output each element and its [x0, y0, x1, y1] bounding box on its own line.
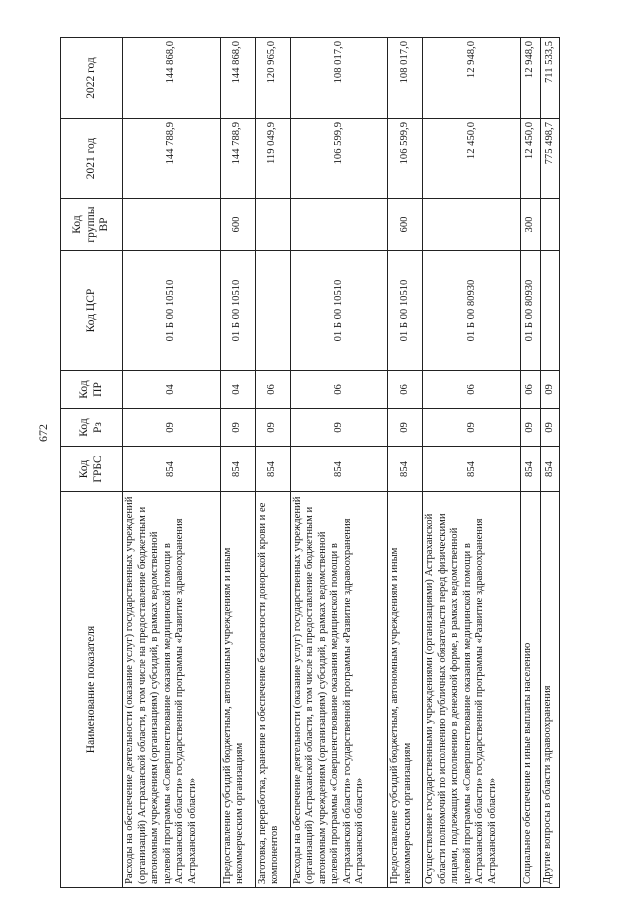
row-pr: 06: [290, 371, 388, 409]
row-vr: 300: [521, 199, 540, 251]
row-csr: [255, 251, 290, 371]
row-rz: 09: [423, 409, 521, 447]
budget-table-rotated: [60, 38, 560, 888]
row-rz: 09: [290, 409, 388, 447]
page-number: 672: [36, 424, 50, 442]
row-vr: [255, 199, 290, 251]
header-name: Наименование показателя: [61, 492, 123, 888]
row-name: Социальное обеспечение и иные выплаты населению: [521, 492, 540, 888]
row-2021: 144 788,9: [220, 119, 255, 199]
row-rz: 09: [123, 409, 221, 447]
row-csr: 01 Б 00 10510: [123, 251, 221, 371]
row-csr: 01 Б 00 80930: [521, 251, 540, 371]
row-2021: 119 049,9: [255, 119, 290, 199]
row-2021: 12 450,0: [423, 119, 521, 199]
row-grbs: 854: [423, 447, 521, 492]
row-grbs: 854: [123, 447, 221, 492]
row-rz: 09: [388, 409, 423, 447]
row-2022: 144 868,0: [220, 38, 255, 119]
row-2022: 108 017,0: [290, 38, 388, 119]
row-pr: 09: [540, 371, 559, 409]
header-2021: 2021 год: [61, 119, 123, 199]
row-grbs: 854: [521, 447, 540, 492]
table-row: [423, 38, 521, 888]
row-name: Заготовка, переработка, хранение и обеспечение безопасности донорской крови и ее компонентов: [255, 492, 290, 888]
table-row: [255, 38, 290, 888]
row-2022: 108 017,0: [388, 38, 423, 119]
row-grbs: 854: [540, 447, 559, 492]
row-name: Предоставление субсидий бюджетным, автономным учреждениям и иным некоммерческим организациям: [220, 492, 255, 888]
row-2021: 12 450,0: [521, 119, 540, 199]
header-rz: Код Рз: [61, 409, 123, 447]
row-2022: 144 868,0: [123, 38, 221, 119]
row-vr: 600: [220, 199, 255, 251]
row-pr: 06: [521, 371, 540, 409]
row-grbs: 854: [220, 447, 255, 492]
row-pr: 06: [388, 371, 423, 409]
row-rz: 09: [255, 409, 290, 447]
row-2022: 711 533,5: [540, 38, 559, 119]
row-2022: 12 948,0: [521, 38, 540, 119]
header-vr: Код группы ВР: [61, 199, 123, 251]
row-pr: 04: [220, 371, 255, 409]
table-row: [290, 38, 388, 888]
row-vr: [290, 199, 388, 251]
table-row: [388, 38, 423, 888]
row-name: Осуществление государственными учреждениями (организациями) Астраханской области полномочий по исполнению публичных обязательств перед физическими лицами, подлежащих исполнению в денежной форме, в рамках ведомственной целевой программы «Совершенствование оказания медицинской помощи в Астраханской области» государственной программы «Развитие здравоохранения Астраханской области»: [423, 492, 521, 888]
row-name: Расходы на обеспечение деятельности (оказание услуг) государственных учреждений (организаций) Астраханской области, в том числе на предоставление бюджетным и автономным учреждениям (организациям) субсидий, в рамках ведомственной целевой программы «Совершенствование оказания медицинской помощи в Астраханской области» государственной программы «Развитие здравоохранения Астраханской области»: [290, 492, 388, 888]
row-csr: [540, 251, 559, 371]
row-grbs: 854: [290, 447, 388, 492]
row-2021: 144 788,9: [123, 119, 221, 199]
row-vr: [540, 199, 559, 251]
row-rz: 09: [220, 409, 255, 447]
header-grbs: Код ГРБС: [61, 447, 123, 492]
row-2021: 775 498,7: [540, 119, 559, 199]
row-grbs: 854: [388, 447, 423, 492]
row-rz: 09: [521, 409, 540, 447]
row-2021: 106 599,9: [388, 119, 423, 199]
row-vr: [423, 199, 521, 251]
row-2022: 12 948,0: [423, 38, 521, 119]
row-csr: 01 Б 00 10510: [220, 251, 255, 371]
row-pr: 04: [123, 371, 221, 409]
header-2022: 2022 год: [61, 38, 123, 119]
header-pr: Код ПР: [61, 371, 123, 409]
row-pr: 06: [423, 371, 521, 409]
table-header-row: [61, 38, 123, 888]
table-row: [540, 38, 559, 888]
row-csr: 01 Б 00 10510: [388, 251, 423, 371]
row-csr: 01 Б 00 80930: [423, 251, 521, 371]
row-csr: 01 Б 00 10510: [290, 251, 388, 371]
header-csr: Код ЦСР: [61, 251, 123, 371]
row-grbs: 854: [255, 447, 290, 492]
row-rz: 09: [540, 409, 559, 447]
row-name: Предоставление субсидий бюджетным, автономным учреждениям и иным некоммерческим организациям: [388, 492, 423, 888]
row-2022: 120 965,0: [255, 38, 290, 119]
table-row: [123, 38, 221, 888]
row-vr: [123, 199, 221, 251]
row-name: Другие вопросы в области здравоохранения: [540, 492, 559, 888]
table-row: [521, 38, 540, 888]
row-name: Расходы на обеспечение деятельности (оказание услуг) государственных учреждений (организаций) Астраханской области, в том числе на предоставление бюджетным и автономным учреждениям (организациям) субсидий, в рамках ведомственной целевой программы «Совершенствование оказания медицинской помощи в Астраханской области» государственной программы «Развитие здравоохранения Астраханской области»: [123, 492, 221, 888]
budget-table: [60, 37, 560, 888]
row-pr: 06: [255, 371, 290, 409]
row-vr: 600: [388, 199, 423, 251]
row-2021: 106 599,9: [290, 119, 388, 199]
table-row: [220, 38, 255, 888]
